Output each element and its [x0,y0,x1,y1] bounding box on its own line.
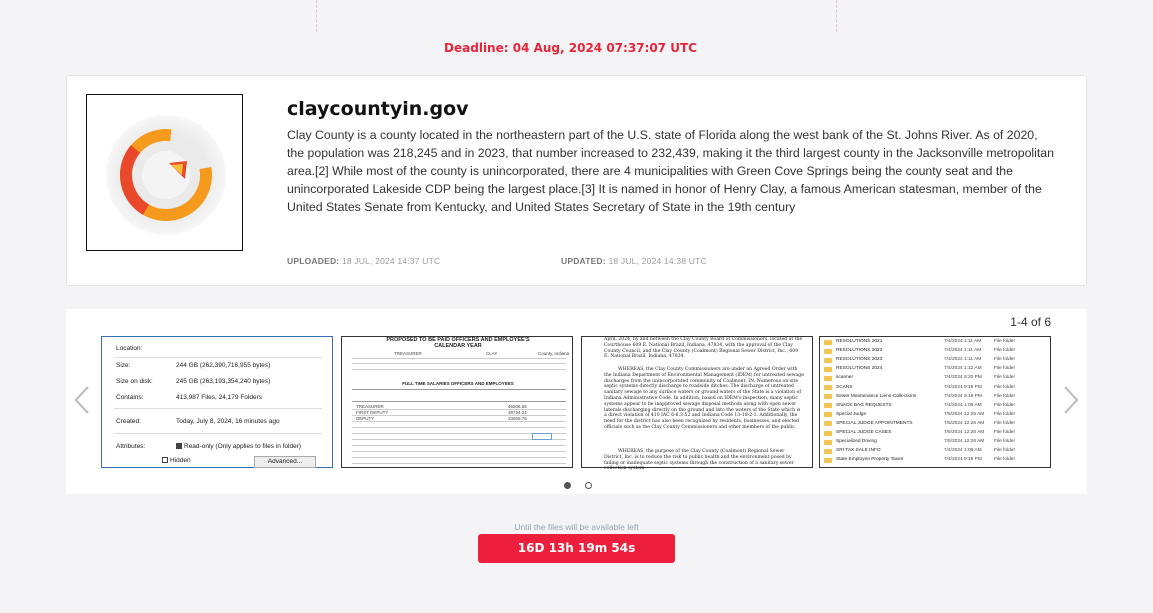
advanced-button: Advanced... [254,456,316,468]
gallery-thumbnail[interactable] [581,336,813,472]
updated-value: 18 JUL, 2024 14:38 UTC [608,256,707,266]
file-type: File folder [994,411,1016,417]
file-row [820,365,1052,373]
checkbox-icon [176,443,182,449]
form-line [352,389,566,390]
folder-icon [824,376,832,381]
file-name: SCANS [836,384,853,390]
file-type: File folder [994,439,1016,445]
company-description: Clay County is a county located in the northeastern part of the U.S. state of Florida along the west bank of the St. Johns River. As of 2020, the population was 218,245 and in 2023, that number increased to 232,439, making it the third largest county in the Jacksonville metropolitan area.[2] While most of the county is unincorporated, there are 4 municipalities with Green Cove Springs being the county seat and the unincorporated Lakeside CDP being the largest place.[3] It is named in honor of Henry Clay, a famous American statesman, member of the United States Senate from Kentucky, and United States Secretary of State in the 19th century [287,128,1054,214]
form-line [352,463,566,464]
file-date: 7/4/2024 1:12 AM [944,366,982,372]
file-type: File folder [994,420,1016,426]
form-subheading: CALENDAR YEAR [434,343,482,349]
size-row [116,362,271,369]
chevron-left-icon [72,385,92,415]
file-row [820,429,1052,437]
selected-cell [532,433,552,440]
file-name: SPECIAL JUDGE CASES [836,430,892,435]
file-date: 7/4/2024 9:19 PM [944,384,982,390]
created-label: Created: [116,418,141,425]
disk-row [116,378,271,385]
file-name: Special Judge [836,411,867,417]
treasurer-label: TREASURER [394,351,422,356]
folder-icon [824,340,832,345]
location-label: Location: [116,345,143,352]
hidden-checkbox [162,457,191,464]
hidden-label: Hidden [170,457,191,464]
file-type: File folder [994,357,1016,363]
file-date: 7/4/2024 9:20 PM [944,375,982,381]
attributes-row [116,443,302,450]
file-row [820,356,1052,364]
folder-icon [824,440,832,445]
contains-label: Contains: [116,394,144,401]
doc-paragraph: WHEREAS, the Clay County Commissioners are under an Agreed Order with the Indiana Department of Environmental Management (IDEM) for untreated sewage discharges from the unincorporated community of Coalmont, IN. Numerous on-site septic systems directly discharge to roadside ditches. The discharge of untreated sanitary sewage to any surface waters or ground waters of the State is a violation of Indiana Administrative Code. In addition, based on IDEM's inspection, many septic systems appear to be inapproved sewage disposal methods along with open sewer laterals discharging directly on the ground and into the waters of the State which is a direct violation of 410 IAC 6-8.3-52 and Indiana Code 13-18-2-1. Additionally, the need for the district has also been recognized by residents, businesses, and elected officials such as the Clay County Commissioners and other members of the public. [604,367,804,430]
dashed-divider [316,0,317,32]
gallery-thumbnail[interactable] [819,336,1051,468]
file-row [820,338,1052,346]
form-line [352,457,566,458]
uploaded-label: UPLOADED: [287,256,340,266]
file-date: 7/4/2024 1:11 AM [944,357,982,363]
file-name: Sewer Maintenance Liens-Collections [836,393,917,399]
row-label: DEPUTY [356,416,375,421]
divider [114,433,322,434]
file-type: File folder [994,448,1016,454]
file-name: RESOLUTIONS 2023 [836,357,883,363]
file-name: scanner [836,375,854,381]
logo-icon [87,95,242,250]
file-type: File folder [994,457,1016,463]
file-date: 7/4/2024 9:19 PM [944,457,982,463]
updated-meta [561,256,707,266]
pagination-dot[interactable] [585,482,592,489]
form-line [352,401,566,402]
form-line [352,427,566,428]
file-row [820,456,1052,464]
file-row [820,420,1052,428]
folder-icon [824,449,832,454]
folder-icon [824,349,832,354]
availability-text: Until the files will be available left [514,522,639,532]
file-type: File folder [994,366,1016,372]
row-label: FIRST DEPUTY [356,410,389,415]
file-row [820,374,1052,382]
contains-row [116,394,262,401]
uploaded-meta [287,256,440,266]
folder-icon [824,367,832,372]
file-type: File folder [994,393,1016,399]
file-type: File folder [994,348,1016,354]
file-row [820,438,1052,446]
company-domain: claycountyin.gov [287,98,469,120]
doc-paragraph: WHEREAS, the purpose of the Clay County (Coalmont) Regional Sewer District, Inc. is to reduce the risk to public health and the environment posed by failing or inadequate septic systems through the construction of a sanitary sewer collection system [604,449,794,472]
file-type: File folder [994,339,1016,344]
company-logo [86,94,243,251]
created-row [116,418,280,425]
file-type: File folder [994,402,1016,408]
uploaded-value: 18 JUL, 2024 14:37 UTC [341,256,441,266]
form-line [352,363,566,364]
folder-icon [824,403,832,408]
updated-label: UPDATED: [561,256,606,266]
company-card [66,75,1087,286]
file-type: File folder [994,384,1016,390]
section-heading: FULL TIME SALARIES OFFICERS AND EMPLOYEES [402,381,514,386]
deadline-text: Deadline: 04 Aug, 2024 07:37:07 UTC [444,41,697,55]
gallery-pagination [564,476,602,494]
file-row [820,384,1052,392]
form-line [352,358,566,359]
file-date: 7/4/2024 1:11 AM [944,348,982,354]
file-date: 7/4/2024 1:06 AM [944,402,982,408]
dashed-divider [836,0,837,32]
divider [114,408,322,409]
file-name: SPECIAL JUDGE APPOINTMENTS [836,420,913,426]
gallery-prev-button[interactable] [72,385,92,415]
file-name: RESOLUTIONS 2021 [836,339,883,344]
folder-icon [824,431,832,436]
readonly-label: Read-only (Only applies to files in folder) [184,443,302,450]
created-value: Today, July 8, 2024, 16 minutes ago [176,418,280,425]
folder-icon [824,458,832,463]
pagination-dot-active[interactable] [564,482,571,489]
row-value: 33655.76 [508,416,527,421]
row-value: 46506.56 [508,404,527,409]
contains-value: 413,987 Files, 24,179 Folders [176,394,262,401]
file-name: SRI TAX SALE INFO [836,448,881,454]
file-date: 7/5/2024 12:25 AM [944,411,985,417]
form-line [352,451,566,452]
form-line [352,445,566,446]
row-value: 38734.24 [508,410,527,415]
file-row [820,411,1052,419]
folder-icon [824,358,832,363]
form-line [352,421,566,422]
file-date: 7/4/2024 1:11 AM [944,339,982,344]
readonly-checkbox [176,443,301,450]
size-value: 244 GB (262,390,716,955 bytes) [176,362,271,369]
form-line [352,369,566,370]
file-date: 7/5/2024 12:26 AM [944,420,985,426]
row-label: TREASURER [356,404,384,409]
file-name: RESOLUTIONS 2022 [836,348,883,354]
screenshot-gallery [66,309,1087,494]
file-name: SNACK BAG REQUESTS [836,402,892,408]
attributes-label: Attributes: [116,443,146,450]
county-name: CLAY [486,351,498,356]
folder-icon [824,412,832,417]
gallery-thumbnail[interactable] [341,336,573,468]
gallery-count: 1-4 of 6 [1010,315,1051,329]
divider [114,357,322,358]
chevron-right-icon [1061,385,1081,415]
form-heading: PROPOSED TO BE PAID OFFICERS AND EMPLOYEE'S [386,337,530,343]
file-name: State Employee Property Taxes [836,457,904,463]
doc-paragraph: April, 2024, by and between the Clay County Board of Commissioners, located at the Courthouse 609 E. National Brazil, Indiana, 47834, with the approval of the Clay County Council, and the Clay County (Coalmont) Regional Sewer District, Inc., 609 E. National Brazil, Indiana, 47834. [604,337,803,360]
file-row [820,347,1052,355]
file-row [820,393,1052,401]
file-row [820,402,1052,410]
disk-value: 245 GB (263,193,354,240 bytes) [176,378,271,385]
countdown-timer: 16D 13h 19m 54s [478,534,675,563]
checkbox-icon [162,457,168,463]
file-date: 7/5/2024 12:26 AM [944,439,985,445]
gallery-next-button[interactable] [1061,385,1081,415]
folder-icon [824,421,832,426]
file-name: Specialized Driving [836,439,877,445]
folder-icon [824,394,832,399]
disk-label: Size on disk: [116,378,153,385]
file-date: 7/4/2024 1:09 AM [944,448,982,454]
file-date: 7/5/2024 12:26 AM [944,430,985,435]
county-state: County, Indiana [538,351,570,356]
file-type: File folder [994,375,1016,381]
gallery-thumbnail[interactable] [101,336,333,468]
file-row [820,447,1052,455]
location-row [116,345,142,352]
size-label: Size: [116,362,131,369]
folder-icon [824,385,832,390]
file-name: RESOLUTIONS 2024 [836,366,883,372]
file-date: 7/4/2024 9:19 PM [944,393,982,399]
file-type: File folder [994,430,1016,435]
form-line [352,415,566,416]
